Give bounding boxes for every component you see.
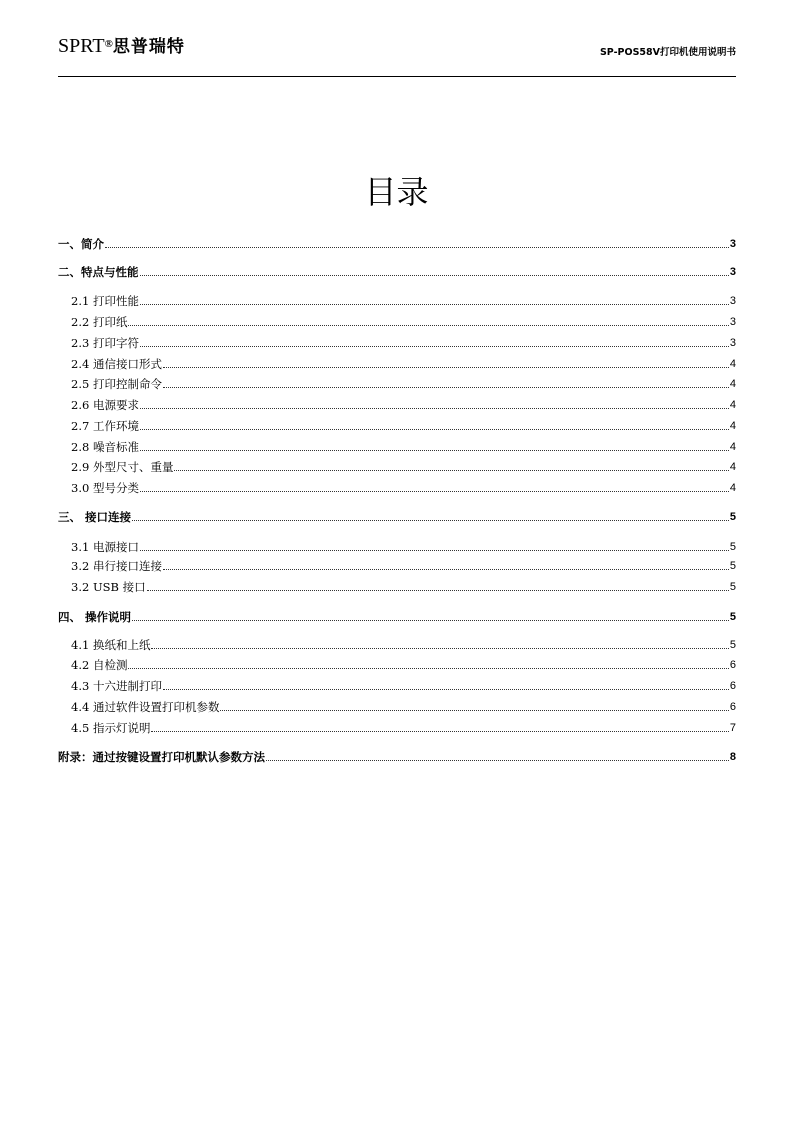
toc-entry-label: 一、简介 — [58, 237, 104, 251]
toc-entry[interactable] — [58, 634, 736, 652]
dot-leader — [174, 470, 728, 471]
dot-leader — [140, 429, 729, 430]
dot-leader — [128, 668, 728, 669]
dot-leader — [128, 325, 728, 326]
dot-leader — [163, 367, 729, 368]
dot-leader — [140, 550, 729, 551]
toc-entry[interactable] — [58, 332, 736, 350]
toc-entry[interactable] — [58, 477, 736, 495]
toc-entry[interactable] — [58, 696, 736, 714]
toc-entry-page: 3 — [729, 238, 736, 250]
dot-leader — [163, 689, 729, 690]
dot-leader — [163, 387, 729, 388]
toc-entry[interactable] — [58, 233, 736, 251]
toc-entry-page: 5 — [729, 511, 736, 523]
toc-entry-page: 5 — [729, 541, 736, 553]
toc-entry-page: 3 — [729, 295, 736, 307]
dot-leader — [151, 731, 728, 732]
toc-entry-page: 5 — [729, 611, 736, 623]
toc-entry[interactable] — [58, 394, 736, 412]
dot-leader — [140, 346, 729, 347]
toc-entry-label: 2.6 电源要求 — [71, 398, 139, 412]
toc-entry-page: 5 — [729, 560, 736, 572]
toc-entry-page: 4 — [729, 482, 736, 494]
toc-entry[interactable] — [58, 746, 736, 764]
dot-leader — [140, 491, 729, 492]
toc-entry-page: 6 — [729, 701, 736, 713]
toc-entry-label: 3.2 串行接口连接 — [71, 559, 162, 573]
toc-entry-label: 4.3 十六进制打印 — [71, 679, 162, 693]
toc-entry-page: 3 — [729, 337, 736, 349]
toc-entry[interactable] — [58, 373, 736, 391]
dot-leader — [140, 408, 729, 409]
toc-entry-page: 6 — [729, 680, 736, 692]
toc-entry-page: 4 — [729, 378, 736, 390]
toc-entry[interactable] — [58, 606, 736, 624]
brand-logo — [58, 34, 185, 59]
toc-entry-label: 2.5 打印控制命令 — [71, 377, 162, 391]
toc-entry-page: 4 — [729, 358, 736, 370]
toc-entry[interactable] — [58, 311, 736, 329]
toc-entry-label: 3.1 电源接口 — [71, 540, 139, 554]
toc-entry[interactable] — [58, 717, 736, 735]
toc-entry-label: 4.4 通过软件设置打印机参数 — [71, 700, 220, 714]
toc-entry-page: 5 — [729, 581, 736, 593]
toc-entry[interactable] — [58, 506, 736, 524]
toc-heading: 目录 — [364, 173, 429, 211]
document-title: SP-POS58V打印机使用说明书 — [599, 47, 736, 58]
toc-entry-label: 二、特点与性能 — [58, 265, 139, 279]
toc-entry[interactable] — [58, 555, 736, 573]
toc-entry-page: 4 — [729, 461, 736, 473]
toc-entry-page: 4 — [729, 441, 736, 453]
header-divider — [58, 76, 736, 77]
dot-leader — [220, 710, 728, 711]
toc-entry-label: 2.9 外型尺寸、重量 — [71, 460, 174, 474]
toc-entry-label: 四、 操作说明 — [58, 610, 132, 624]
toc-entry[interactable] — [58, 536, 736, 554]
toc-entry-label: 4.2 自检测 — [71, 658, 128, 672]
dot-leader — [132, 620, 729, 621]
dot-leader — [140, 450, 729, 451]
toc-entry-label: 2.3 打印字符 — [71, 336, 139, 350]
dot-leader — [266, 760, 729, 761]
toc-entry-page: 6 — [729, 659, 736, 671]
toc-entry[interactable] — [58, 456, 736, 474]
toc-entry-label: 2.7 工作环境 — [71, 419, 139, 433]
toc-entry-label: 4.1 换纸和上纸 — [71, 638, 151, 652]
registered-mark: ® — [104, 38, 113, 50]
dot-leader — [140, 304, 729, 305]
dot-leader — [147, 590, 729, 591]
toc-entry[interactable] — [58, 576, 736, 594]
toc-entry-page: 8 — [729, 751, 736, 763]
toc-entry-page: 5 — [729, 639, 736, 651]
toc-entry-label: 2.8 噪音标准 — [71, 440, 139, 454]
toc-entry-page: 4 — [729, 399, 736, 411]
dot-leader — [163, 569, 729, 570]
toc-entry-page: 7 — [729, 722, 736, 734]
toc-entry-label: 三、 接口连接 — [58, 510, 132, 524]
toc-entry-page: 3 — [729, 316, 736, 328]
toc-entry-label: 2.4 通信接口形式 — [71, 357, 162, 371]
toc-entry[interactable] — [58, 353, 736, 371]
toc-entry-label: 2.1 打印性能 — [71, 294, 139, 308]
toc-entry-page: 3 — [729, 266, 736, 278]
dot-leader — [132, 520, 729, 521]
toc-entry[interactable] — [58, 261, 736, 279]
brand-name: SPRT — [58, 35, 105, 57]
toc-entry-label: 3.2 USB 接口 — [71, 580, 146, 594]
toc-entry[interactable] — [58, 290, 736, 308]
toc-entry-label: 4.5 指示灯说明 — [71, 721, 151, 735]
toc-entry[interactable] — [58, 436, 736, 454]
toc-entry-label: 3.0 型号分类 — [71, 481, 139, 495]
toc-entry-page: 4 — [729, 420, 736, 432]
toc-entry-label: 附录：通过按键设置打印机默认参数方法 — [58, 750, 265, 764]
toc-entry-label: 2.2 打印纸 — [71, 315, 128, 329]
toc-entry[interactable] — [58, 415, 736, 433]
toc-entry[interactable] — [58, 675, 736, 693]
dot-leader — [140, 275, 729, 276]
toc-entry[interactable] — [58, 654, 736, 672]
brand-name-cn: 思普瑞特 — [112, 37, 185, 57]
dot-leader — [105, 247, 729, 248]
dot-leader — [151, 648, 728, 649]
page-header — [58, 34, 736, 58]
